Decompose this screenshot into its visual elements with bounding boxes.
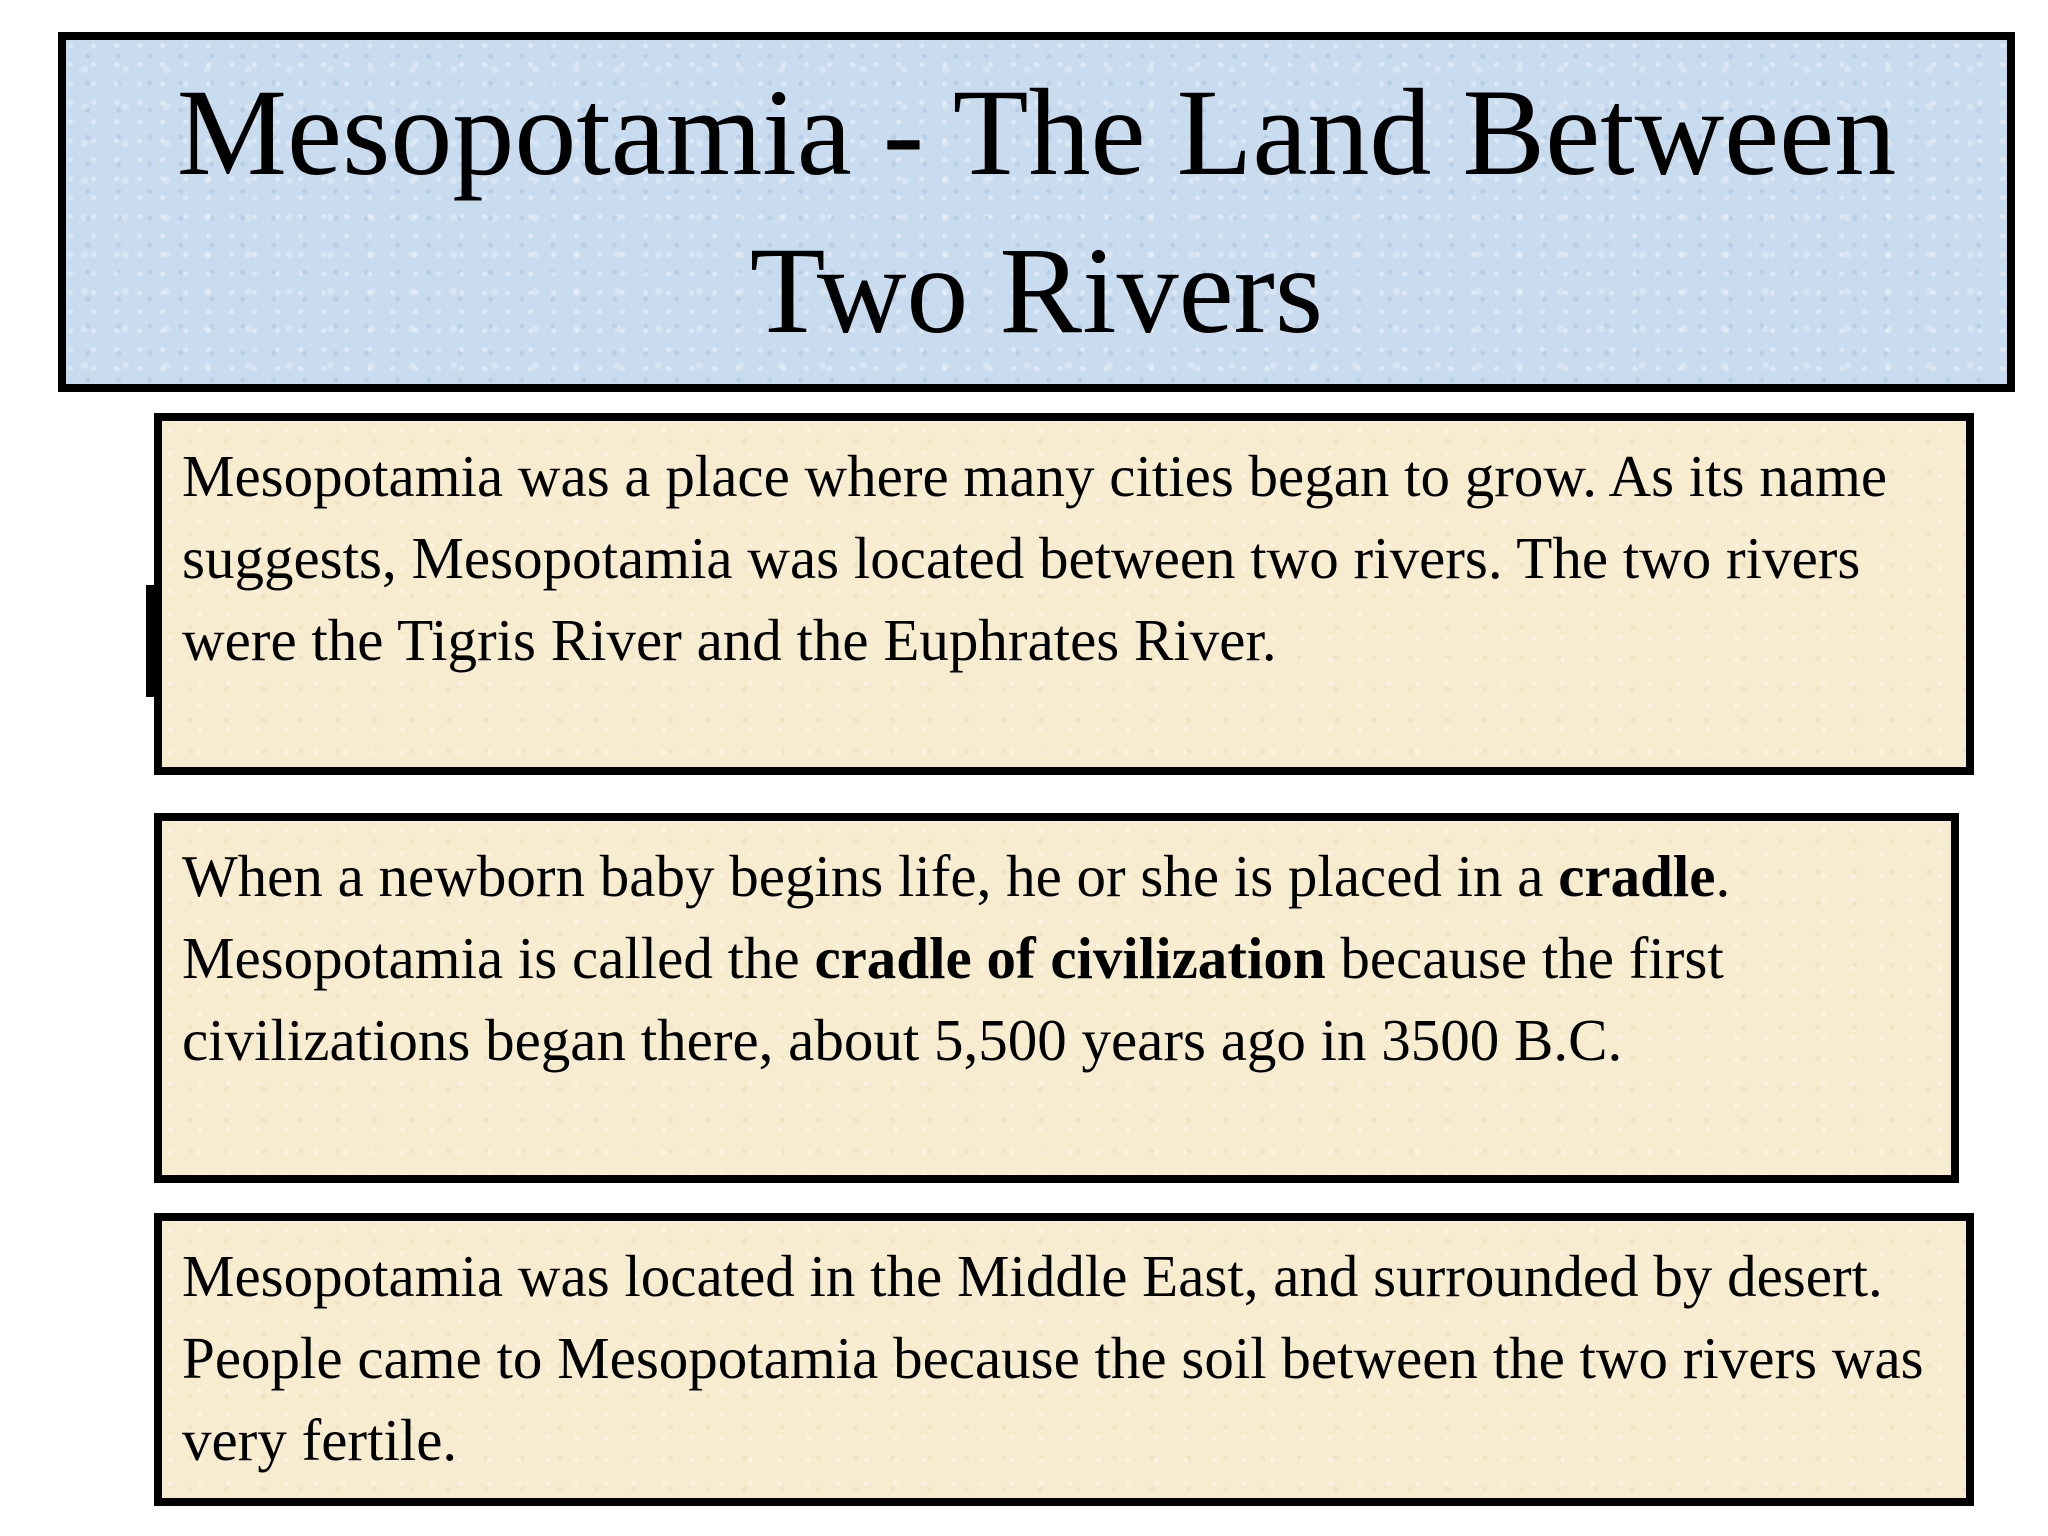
paragraph-rivers: Mesopotamia was a place where many cities began to grow. As its name suggests, Mesopotamia was located between two rivers. The two rivers were the Tigris River and the Euphrates River. (182, 443, 1888, 673)
info-box-location (154, 1213, 1974, 1506)
paragraph-cradle-part-2: . Mesopotamia is called the (182, 843, 1731, 991)
slide-title: Mesopotamia - The Land Between Two Rivers (176, 64, 1897, 359)
paragraph-cradle-part-1: When a newborn baby begins life, he or she is placed in a (182, 843, 1559, 909)
info-box-rivers (154, 413, 1974, 775)
paragraph-location: Mesopotamia was located in the Middle East, and surrounded by desert. People came to Mesopotamia because the soil between the two rivers was very fertile. (182, 1243, 1924, 1473)
paragraph-cradle-part-3: because the first civilizations began there, about 5,500 years ago in 3500 B.C. (182, 925, 1724, 1073)
cradle-term: cradle (1558, 843, 1716, 909)
info-box-cradle (154, 813, 1959, 1183)
paragraph-cradle (182, 835, 1931, 1081)
cradle-of-civilization-term: cradle of civilization (814, 925, 1326, 991)
title-box (58, 32, 2015, 392)
